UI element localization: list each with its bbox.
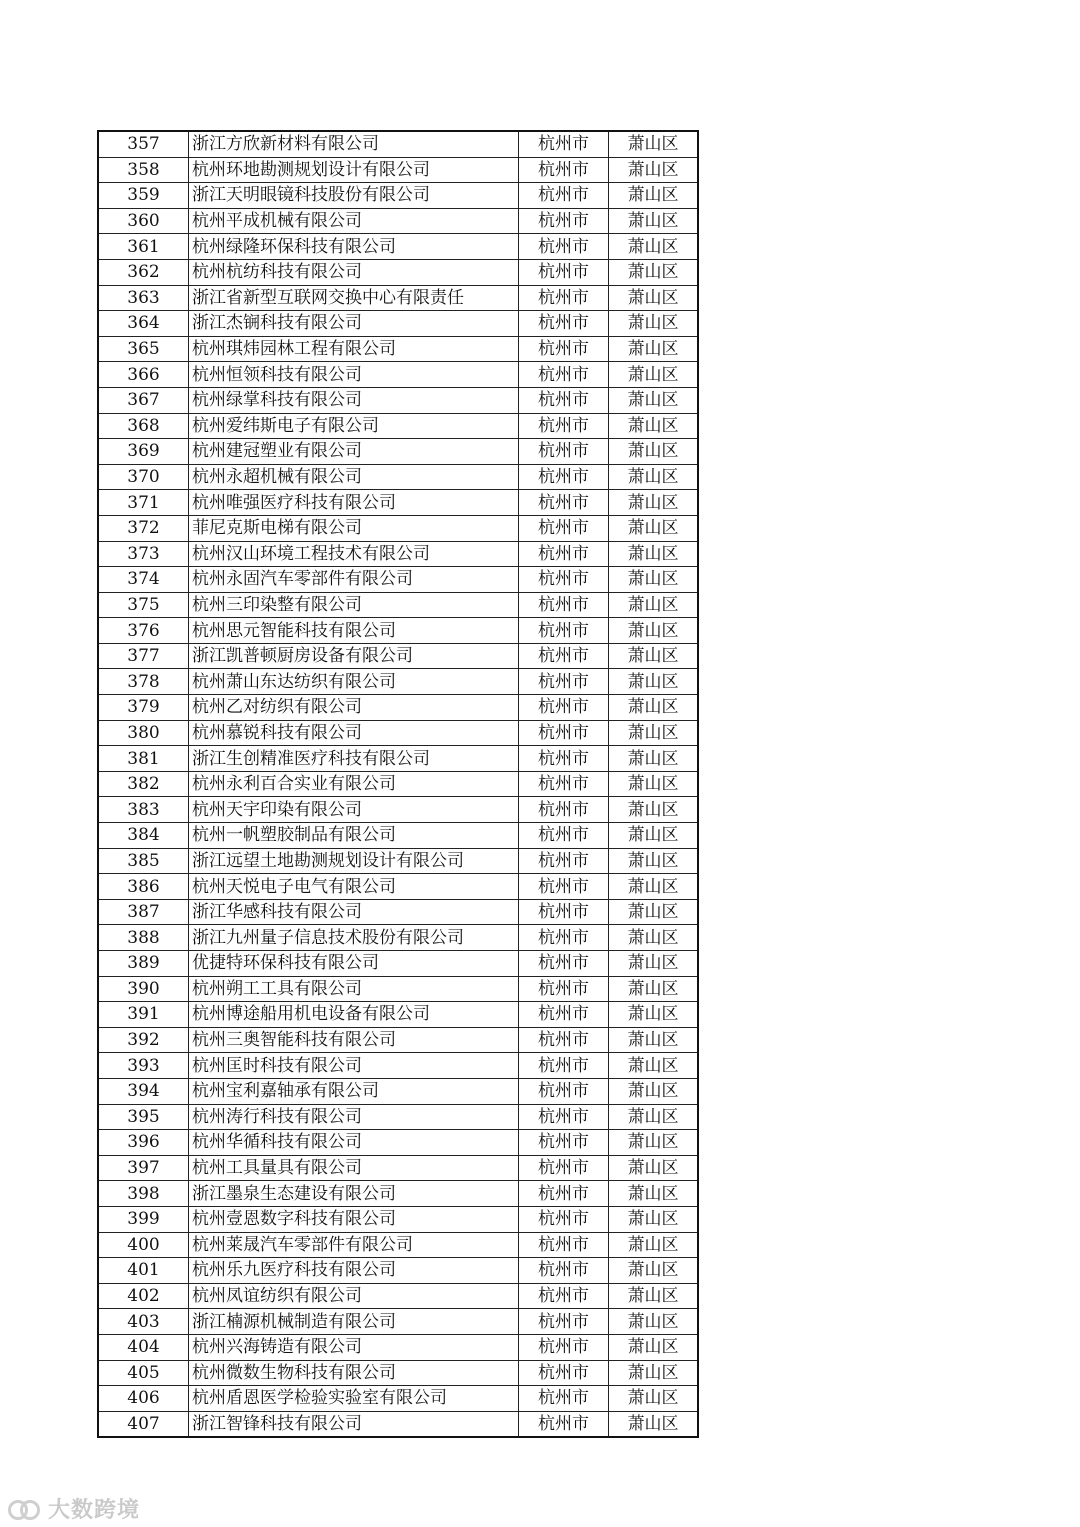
table-row <box>98 1360 698 1386</box>
district-cell: 萧山区 <box>609 413 699 439</box>
company-name-cell: 杭州琪炜园林工程有限公司 <box>189 336 519 362</box>
city-cell: 杭州市 <box>519 413 609 439</box>
city-cell: 杭州市 <box>519 874 609 900</box>
district-cell: 萧山区 <box>609 387 699 413</box>
city-cell: 杭州市 <box>519 1334 609 1360</box>
city-cell: 杭州市 <box>519 183 609 209</box>
district-cell: 萧山区 <box>609 362 699 388</box>
city-cell: 杭州市 <box>519 234 609 260</box>
city-cell: 杭州市 <box>519 1104 609 1130</box>
city-cell: 杭州市 <box>519 720 609 746</box>
row-number-cell: 359 <box>98 183 189 209</box>
table-row <box>98 899 698 925</box>
table-row <box>98 208 698 234</box>
row-number-cell: 383 <box>98 797 189 823</box>
city-cell: 杭州市 <box>519 976 609 1002</box>
row-number-cell: 367 <box>98 387 189 413</box>
company-name-cell: 杭州杭纺科技有限公司 <box>189 259 519 285</box>
district-cell: 萧山区 <box>609 157 699 183</box>
city-cell: 杭州市 <box>519 1155 609 1181</box>
company-name-cell: 杭州萧山东达纺织有限公司 <box>189 669 519 695</box>
city-cell: 杭州市 <box>519 259 609 285</box>
row-number-cell: 379 <box>98 695 189 721</box>
city-cell: 杭州市 <box>519 1027 609 1053</box>
district-cell: 萧山区 <box>609 1360 699 1386</box>
company-name-cell: 杭州博途船用机电设备有限公司 <box>189 1002 519 1028</box>
city-cell: 杭州市 <box>519 1053 609 1079</box>
row-number-cell: 398 <box>98 1181 189 1207</box>
row-number-cell: 394 <box>98 1078 189 1104</box>
city-cell: 杭州市 <box>519 362 609 388</box>
row-number-cell: 380 <box>98 720 189 746</box>
district-cell: 萧山区 <box>609 951 699 977</box>
district-cell: 萧山区 <box>609 1206 699 1232</box>
district-cell: 萧山区 <box>609 1130 699 1156</box>
district-cell: 萧山区 <box>609 1078 699 1104</box>
company-name-cell: 杭州永固汽车零部件有限公司 <box>189 567 519 593</box>
district-cell: 萧山区 <box>609 1027 699 1053</box>
district-cell: 萧山区 <box>609 208 699 234</box>
company-name-cell: 杭州莱晟汽车零部件有限公司 <box>189 1232 519 1258</box>
table-row <box>98 1181 698 1207</box>
district-cell: 萧山区 <box>609 1258 699 1284</box>
table-row <box>98 413 698 439</box>
district-cell: 萧山区 <box>609 669 699 695</box>
table-body <box>98 131 698 1437</box>
table-row <box>98 976 698 1002</box>
table-row <box>98 285 698 311</box>
table-row <box>98 1130 698 1156</box>
table-row <box>98 541 698 567</box>
district-cell: 萧山区 <box>609 695 699 721</box>
row-number-cell: 364 <box>98 311 189 337</box>
city-cell: 杭州市 <box>519 387 609 413</box>
table-row <box>98 259 698 285</box>
district-cell: 萧山区 <box>609 899 699 925</box>
row-number-cell: 372 <box>98 515 189 541</box>
table-row <box>98 439 698 465</box>
city-cell: 杭州市 <box>519 746 609 772</box>
district-cell: 萧山区 <box>609 259 699 285</box>
table-row <box>98 1104 698 1130</box>
table-row <box>98 490 698 516</box>
table-row <box>98 336 698 362</box>
city-cell: 杭州市 <box>519 1181 609 1207</box>
row-number-cell: 392 <box>98 1027 189 1053</box>
table-row <box>98 157 698 183</box>
district-cell: 萧山区 <box>609 976 699 1002</box>
city-cell: 杭州市 <box>519 1078 609 1104</box>
row-number-cell: 405 <box>98 1360 189 1386</box>
row-number-cell: 386 <box>98 874 189 900</box>
city-cell: 杭州市 <box>519 669 609 695</box>
city-cell: 杭州市 <box>519 208 609 234</box>
company-name-cell: 杭州汉山环境工程技术有限公司 <box>189 541 519 567</box>
district-cell: 萧山区 <box>609 1104 699 1130</box>
city-cell: 杭州市 <box>519 541 609 567</box>
row-number-cell: 388 <box>98 925 189 951</box>
company-name-cell: 杭州天宇印染有限公司 <box>189 797 519 823</box>
company-name-cell: 浙江墨泉生态建设有限公司 <box>189 1181 519 1207</box>
table-row <box>98 387 698 413</box>
company-name-cell: 杭州涛行科技有限公司 <box>189 1104 519 1130</box>
city-cell: 杭州市 <box>519 1206 609 1232</box>
row-number-cell: 384 <box>98 823 189 849</box>
district-cell: 萧山区 <box>609 848 699 874</box>
company-name-cell: 杭州唯强医疗科技有限公司 <box>189 490 519 516</box>
city-cell: 杭州市 <box>519 157 609 183</box>
company-name-cell: 杭州朔工工具有限公司 <box>189 976 519 1002</box>
district-cell: 萧山区 <box>609 925 699 951</box>
city-cell: 杭州市 <box>519 336 609 362</box>
city-cell: 杭州市 <box>519 925 609 951</box>
table-row <box>98 1309 698 1335</box>
table-row <box>98 567 698 593</box>
district-cell: 萧山区 <box>609 746 699 772</box>
company-name-cell: 浙江凯普顿厨房设备有限公司 <box>189 643 519 669</box>
company-name-cell: 浙江生创精准医疗科技有限公司 <box>189 746 519 772</box>
table-row <box>98 1002 698 1028</box>
double-ring-logo-icon <box>8 1498 42 1520</box>
company-name-cell: 杭州天悦电子电气有限公司 <box>189 874 519 900</box>
company-name-cell: 杭州恒领科技有限公司 <box>189 362 519 388</box>
row-number-cell: 370 <box>98 464 189 490</box>
district-cell: 萧山区 <box>609 720 699 746</box>
table-row <box>98 1232 698 1258</box>
table-row <box>98 311 698 337</box>
district-cell: 萧山区 <box>609 823 699 849</box>
district-cell: 萧山区 <box>609 1283 699 1309</box>
row-number-cell: 376 <box>98 618 189 644</box>
row-number-cell: 358 <box>98 157 189 183</box>
table-row <box>98 771 698 797</box>
table-row <box>98 515 698 541</box>
district-cell: 萧山区 <box>609 311 699 337</box>
row-number-cell: 387 <box>98 899 189 925</box>
row-number-cell: 357 <box>98 131 189 157</box>
table-row <box>98 618 698 644</box>
company-name-cell: 杭州一帆塑胶制品有限公司 <box>189 823 519 849</box>
row-number-cell: 391 <box>98 1002 189 1028</box>
company-name-cell: 杭州思元智能科技有限公司 <box>189 618 519 644</box>
table-row <box>98 848 698 874</box>
city-cell: 杭州市 <box>519 771 609 797</box>
watermark <box>8 1493 140 1524</box>
district-cell: 萧山区 <box>609 1053 699 1079</box>
row-number-cell: 397 <box>98 1155 189 1181</box>
table-row <box>98 1155 698 1181</box>
company-name-cell: 浙江楠源机械制造有限公司 <box>189 1309 519 1335</box>
company-name-cell: 杭州永利百合实业有限公司 <box>189 771 519 797</box>
city-cell: 杭州市 <box>519 695 609 721</box>
table-row <box>98 234 698 260</box>
row-number-cell: 395 <box>98 1104 189 1130</box>
company-name-cell: 浙江天明眼镜科技股份有限公司 <box>189 183 519 209</box>
company-name-cell: 杭州三奥智能科技有限公司 <box>189 1027 519 1053</box>
city-cell: 杭州市 <box>519 823 609 849</box>
row-number-cell: 360 <box>98 208 189 234</box>
district-cell: 萧山区 <box>609 1411 699 1437</box>
district-cell: 萧山区 <box>609 285 699 311</box>
table-row <box>98 362 698 388</box>
company-name-cell: 杭州工具量具有限公司 <box>189 1155 519 1181</box>
table-row <box>98 1053 698 1079</box>
table-row <box>98 746 698 772</box>
district-cell: 萧山区 <box>609 1181 699 1207</box>
table-row <box>98 183 698 209</box>
row-number-cell: 390 <box>98 976 189 1002</box>
row-number-cell: 374 <box>98 567 189 593</box>
table-row <box>98 1078 698 1104</box>
company-name-cell: 杭州三印染整有限公司 <box>189 592 519 618</box>
city-cell: 杭州市 <box>519 1411 609 1437</box>
district-cell: 萧山区 <box>609 874 699 900</box>
row-number-cell: 403 <box>98 1309 189 1335</box>
company-name-cell: 杭州盾恩医学检验实验室有限公司 <box>189 1386 519 1412</box>
row-number-cell: 377 <box>98 643 189 669</box>
table-row <box>98 592 698 618</box>
table-row <box>98 131 698 157</box>
district-cell: 萧山区 <box>609 771 699 797</box>
company-name-cell: 杭州建冠塑业有限公司 <box>189 439 519 465</box>
district-cell: 萧山区 <box>609 1232 699 1258</box>
row-number-cell: 389 <box>98 951 189 977</box>
company-name-cell: 杭州平成机械有限公司 <box>189 208 519 234</box>
city-cell: 杭州市 <box>519 618 609 644</box>
company-name-cell: 杭州乐九医疗科技有限公司 <box>189 1258 519 1284</box>
table-row <box>98 823 698 849</box>
company-name-cell: 杭州壹恩数字科技有限公司 <box>189 1206 519 1232</box>
city-cell: 杭州市 <box>519 1309 609 1335</box>
company-name-cell: 杭州乙对纺织有限公司 <box>189 695 519 721</box>
company-name-cell: 杭州绿隆环保科技有限公司 <box>189 234 519 260</box>
row-number-cell: 362 <box>98 259 189 285</box>
row-number-cell: 378 <box>98 669 189 695</box>
row-number-cell: 399 <box>98 1206 189 1232</box>
watermark-text: 大数跨境 <box>48 1498 141 1523</box>
row-number-cell: 382 <box>98 771 189 797</box>
company-name-cell: 浙江远望土地勘测规划设计有限公司 <box>189 848 519 874</box>
row-number-cell: 363 <box>98 285 189 311</box>
district-cell: 萧山区 <box>609 618 699 644</box>
table-row <box>98 464 698 490</box>
district-cell: 萧山区 <box>609 592 699 618</box>
table-row <box>98 1334 698 1360</box>
row-number-cell: 366 <box>98 362 189 388</box>
city-cell: 杭州市 <box>519 848 609 874</box>
city-cell: 杭州市 <box>519 1130 609 1156</box>
row-number-cell: 375 <box>98 592 189 618</box>
company-name-cell: 杭州宝利嘉轴承有限公司 <box>189 1078 519 1104</box>
table-row <box>98 1283 698 1309</box>
district-cell: 萧山区 <box>609 131 699 157</box>
row-number-cell: 365 <box>98 336 189 362</box>
table-row <box>98 1027 698 1053</box>
table-row <box>98 669 698 695</box>
table-row <box>98 1386 698 1412</box>
table-row <box>98 797 698 823</box>
company-name-cell: 浙江华感科技有限公司 <box>189 899 519 925</box>
city-cell: 杭州市 <box>519 1232 609 1258</box>
city-cell: 杭州市 <box>519 643 609 669</box>
city-cell: 杭州市 <box>519 1386 609 1412</box>
city-cell: 杭州市 <box>519 1360 609 1386</box>
row-number-cell: 385 <box>98 848 189 874</box>
district-cell: 萧山区 <box>609 797 699 823</box>
district-cell: 萧山区 <box>609 643 699 669</box>
city-cell: 杭州市 <box>519 1283 609 1309</box>
table-row <box>98 951 698 977</box>
city-cell: 杭州市 <box>519 515 609 541</box>
company-name-cell: 杭州微数生物科技有限公司 <box>189 1360 519 1386</box>
company-name-cell: 杭州华循科技有限公司 <box>189 1130 519 1156</box>
city-cell: 杭州市 <box>519 1002 609 1028</box>
city-cell: 杭州市 <box>519 899 609 925</box>
row-number-cell: 406 <box>98 1386 189 1412</box>
table-row <box>98 695 698 721</box>
company-name-cell: 杭州慕锐科技有限公司 <box>189 720 519 746</box>
city-cell: 杭州市 <box>519 592 609 618</box>
row-number-cell: 393 <box>98 1053 189 1079</box>
district-cell: 萧山区 <box>609 464 699 490</box>
row-number-cell: 396 <box>98 1130 189 1156</box>
district-cell: 萧山区 <box>609 336 699 362</box>
row-number-cell: 368 <box>98 413 189 439</box>
company-name-cell: 浙江杰锎科技有限公司 <box>189 311 519 337</box>
company-name-cell: 杭州环地勘测规划设计有限公司 <box>189 157 519 183</box>
district-cell: 萧山区 <box>609 490 699 516</box>
row-number-cell: 369 <box>98 439 189 465</box>
row-number-cell: 371 <box>98 490 189 516</box>
city-cell: 杭州市 <box>519 131 609 157</box>
table-row <box>98 925 698 951</box>
company-name-cell: 杭州匡时科技有限公司 <box>189 1053 519 1079</box>
company-name-cell: 菲尼克斯电梯有限公司 <box>189 515 519 541</box>
city-cell: 杭州市 <box>519 797 609 823</box>
city-cell: 杭州市 <box>519 439 609 465</box>
company-name-cell: 杭州爱纬斯电子有限公司 <box>189 413 519 439</box>
district-cell: 萧山区 <box>609 1002 699 1028</box>
row-number-cell: 401 <box>98 1258 189 1284</box>
row-number-cell: 361 <box>98 234 189 260</box>
row-number-cell: 402 <box>98 1283 189 1309</box>
district-cell: 萧山区 <box>609 1309 699 1335</box>
table-row <box>98 643 698 669</box>
company-name-cell: 浙江省新型互联网交换中心有限责任 <box>189 285 519 311</box>
company-name-cell: 浙江九州量子信息技术股份有限公司 <box>189 925 519 951</box>
company-name-cell: 优捷特环保科技有限公司 <box>189 951 519 977</box>
row-number-cell: 381 <box>98 746 189 772</box>
row-number-cell: 407 <box>98 1411 189 1437</box>
district-cell: 萧山区 <box>609 234 699 260</box>
row-number-cell: 400 <box>98 1232 189 1258</box>
city-cell: 杭州市 <box>519 490 609 516</box>
row-number-cell: 373 <box>98 541 189 567</box>
company-name-cell: 杭州凤谊纺织有限公司 <box>189 1283 519 1309</box>
district-cell: 萧山区 <box>609 541 699 567</box>
city-cell: 杭州市 <box>519 285 609 311</box>
table-row <box>98 874 698 900</box>
table-row <box>98 1258 698 1284</box>
company-name-cell: 杭州绿掌科技有限公司 <box>189 387 519 413</box>
company-list-table <box>97 130 699 1438</box>
company-name-cell: 浙江方欣新材料有限公司 <box>189 131 519 157</box>
city-cell: 杭州市 <box>519 567 609 593</box>
company-name-cell: 杭州永超机械有限公司 <box>189 464 519 490</box>
row-number-cell: 404 <box>98 1334 189 1360</box>
company-name-cell: 杭州兴海铸造有限公司 <box>189 1334 519 1360</box>
company-list-table-container <box>97 130 699 1438</box>
table-row <box>98 720 698 746</box>
district-cell: 萧山区 <box>609 183 699 209</box>
district-cell: 萧山区 <box>609 439 699 465</box>
district-cell: 萧山区 <box>609 1386 699 1412</box>
city-cell: 杭州市 <box>519 951 609 977</box>
district-cell: 萧山区 <box>609 1334 699 1360</box>
city-cell: 杭州市 <box>519 464 609 490</box>
company-name-cell: 浙江智锋科技有限公司 <box>189 1411 519 1437</box>
district-cell: 萧山区 <box>609 567 699 593</box>
city-cell: 杭州市 <box>519 1258 609 1284</box>
city-cell: 杭州市 <box>519 311 609 337</box>
district-cell: 萧山区 <box>609 1155 699 1181</box>
district-cell: 萧山区 <box>609 515 699 541</box>
table-row <box>98 1411 698 1437</box>
table-row <box>98 1206 698 1232</box>
